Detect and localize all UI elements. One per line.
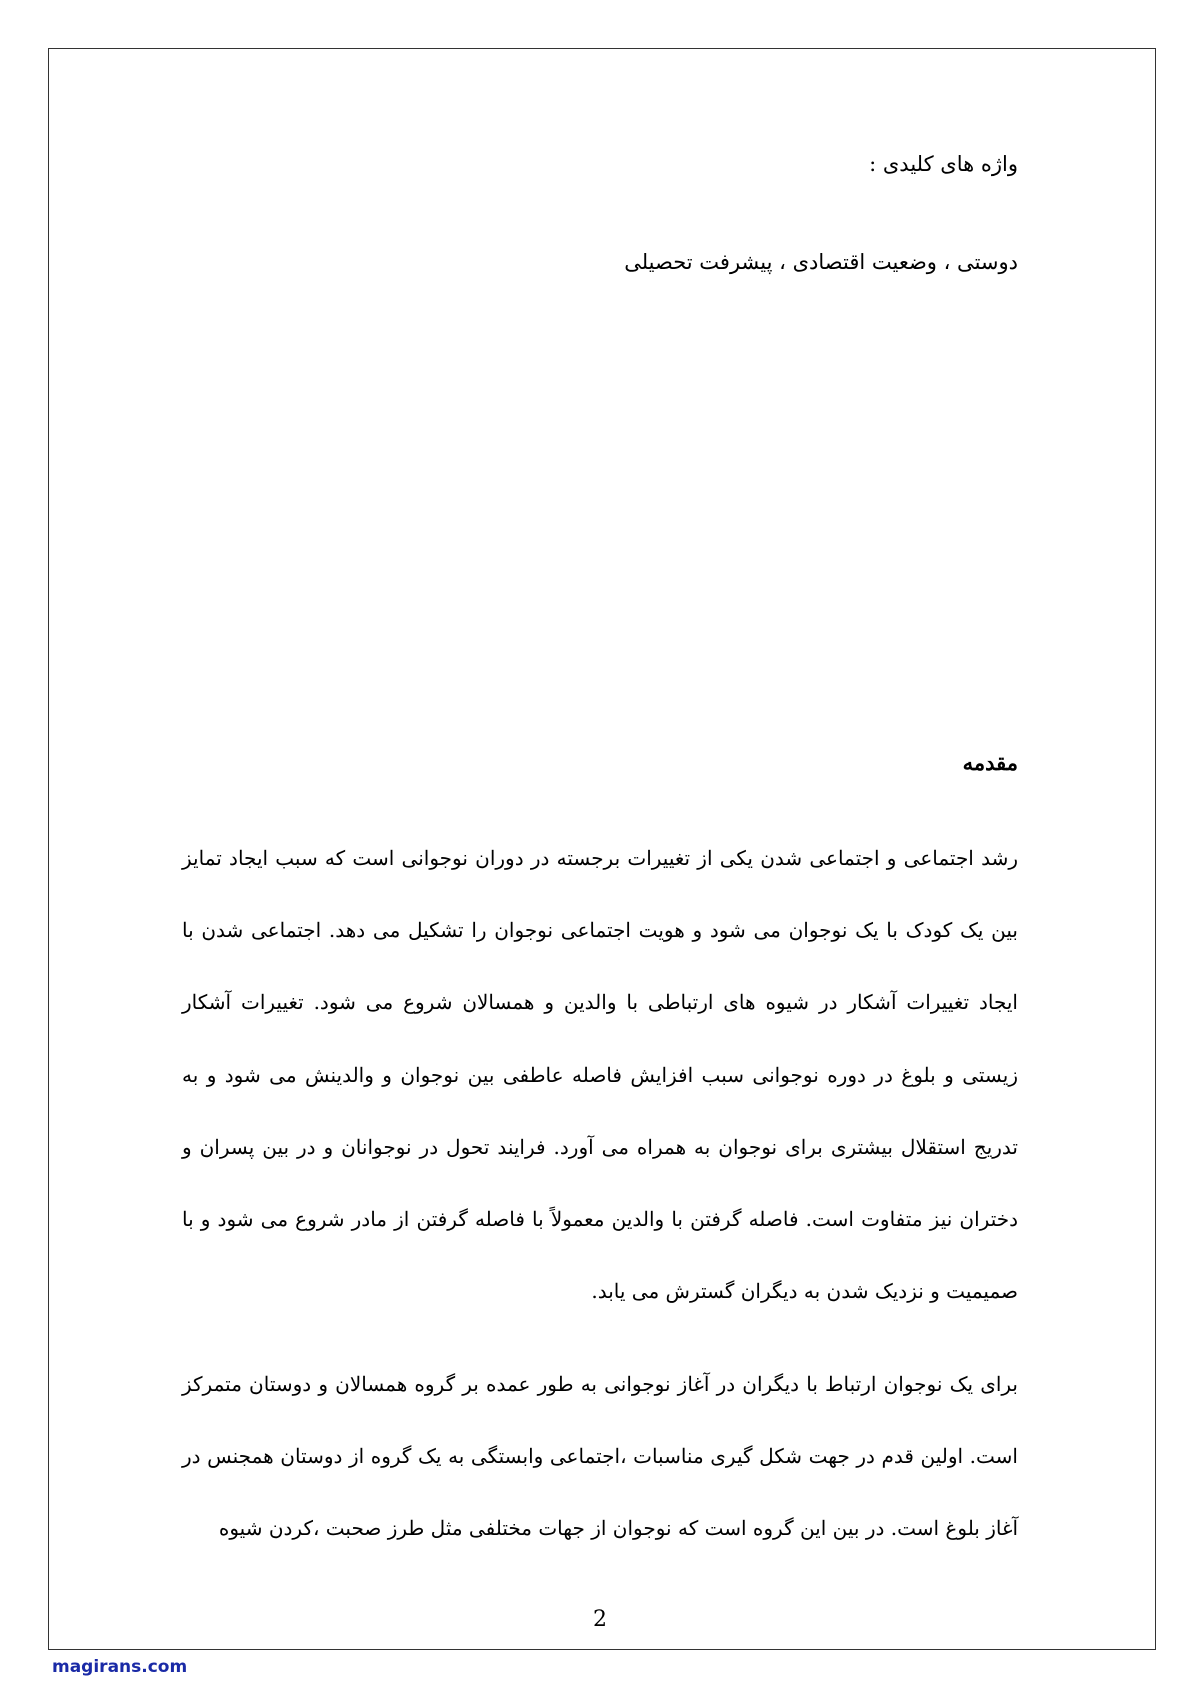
page-number: 2	[593, 1607, 607, 1632]
section-heading: مقدمه	[962, 750, 1018, 775]
paragraph-intro: رشد اجتماعی و اجتماعی شدن یکی از تغییرات برجسته در دوران نوجوانی است که سبب ایجاد تمایز بین یک کودک با یک نوجوان می شود و هویت اجتماعی نوجوان را تشکیل می دهد. اجتماعی شدن با ایجاد تغییرات آشکار در شیوه های ارتباطی با والدین و همسالان شروع می شود. تغییرات آشکار زیستی و بلوغ در دوره نوجوانی سبب افزایش فاصله عاطفی بین نوجوان و والدینش می شود و به تدریج استقلال بیشتری برای نوجوان به همراه می آورد. فرایند تحول در نوجوانان و در بین پسران و دختران نیز متفاوت است. فاصله گرفتن با والدین معمولاً با فاصله گرفتن از مادر شروع می شود و با صمیمیت و نزدیک شدن به دیگران گسترش می یابد.	[182, 846, 1018, 1304]
paragraph-peers: برای یک نوجوان ارتباط با دیگران در آغاز نوجوانی به طور عمده بر گروه همسالان و دوستان متمرکز است. اولین قدم در جهت شکل گیری مناسبات ،اجتماعی وابستگی به یک گروه از دوستان همجنس در آغاز بلوغ است. در بین این گروه است که نوجوان از جهات مختلفی مثل طرز صحبت ،کردن شیوه	[182, 1372, 1019, 1541]
footer-watermark[interactable]: magirans.com	[52, 1657, 188, 1677]
keywords-list: دوستی ، وضعیت اقتصادی ، پیشرفت تحصیلی	[624, 250, 1018, 274]
keywords-title: واژه های کلیدی :	[869, 152, 1018, 176]
